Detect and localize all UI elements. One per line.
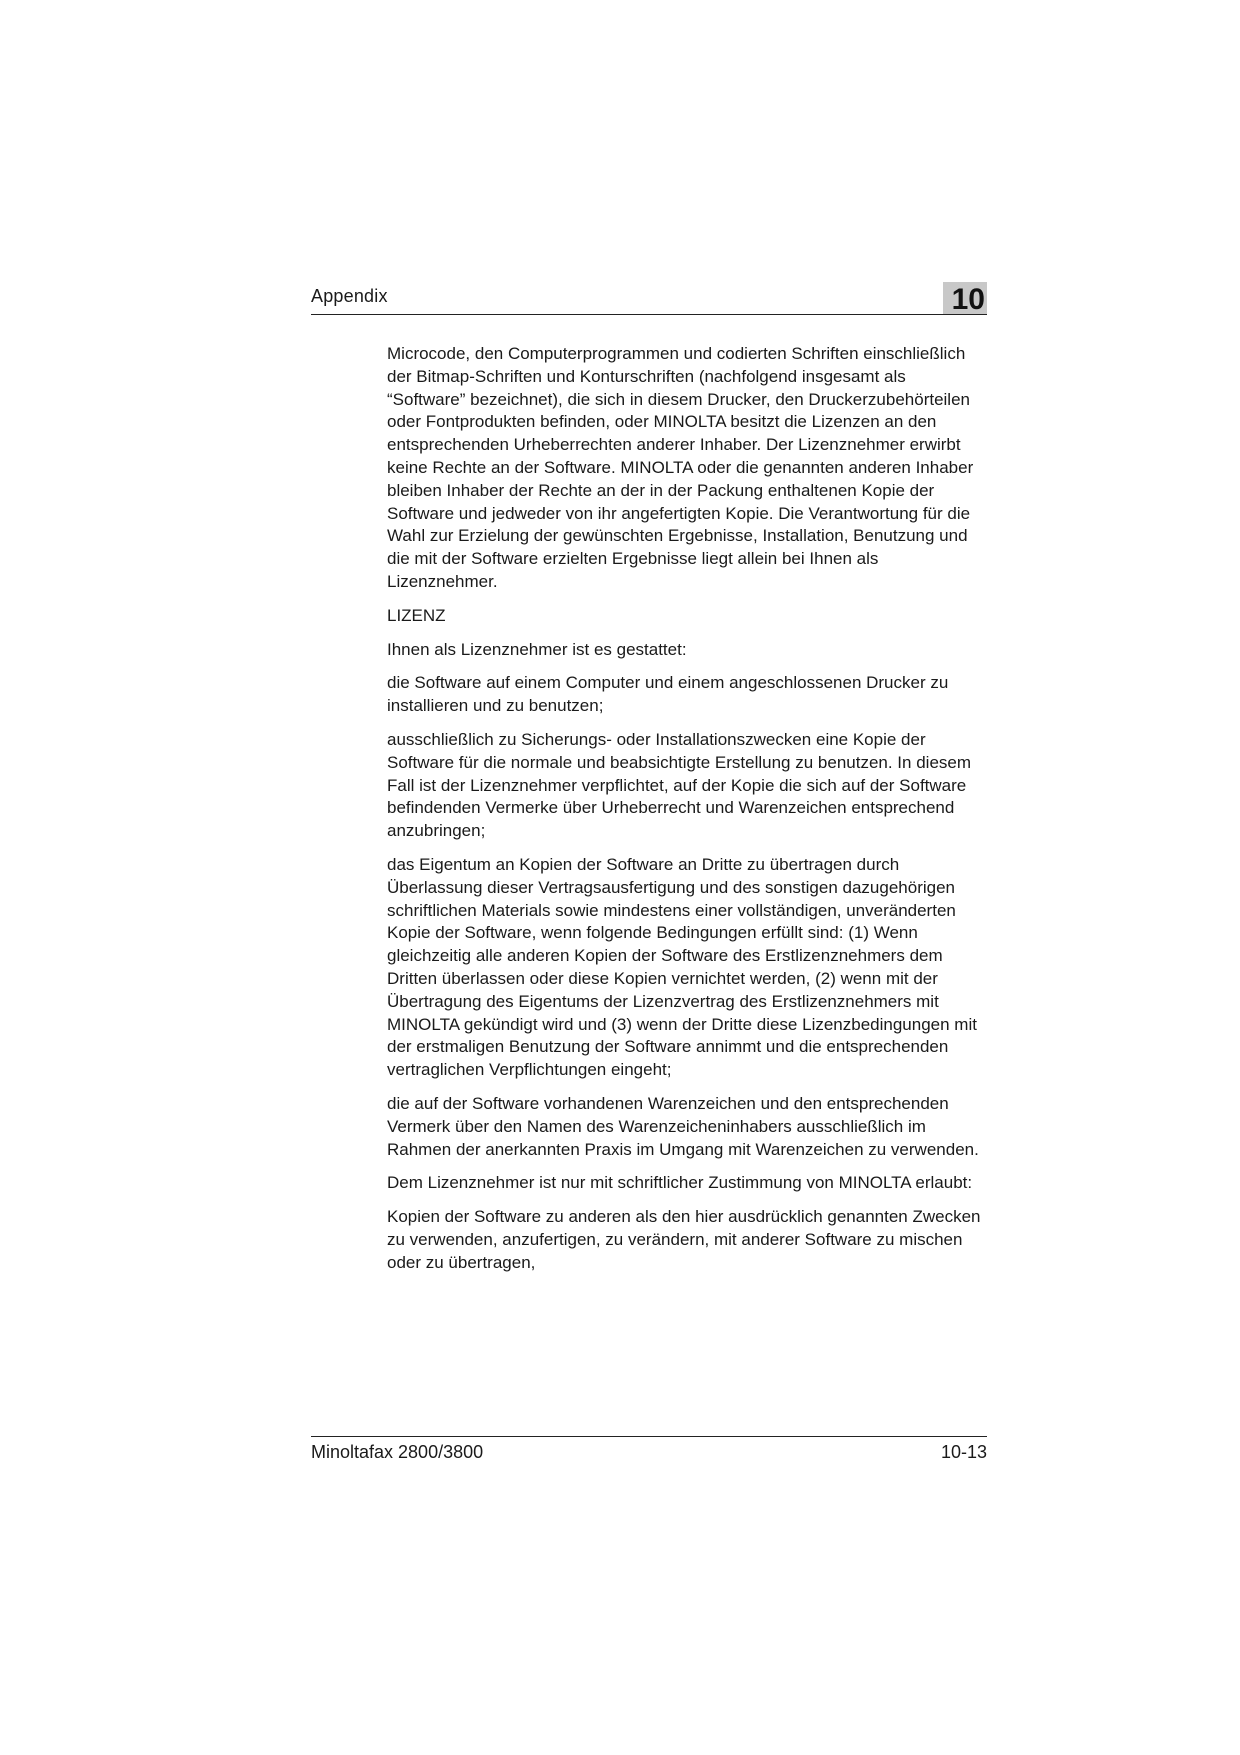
paragraph-install-right: die Software auf einem Computer und einem angeschlossenen Drucker zu installieren und zu benutzen; bbox=[387, 673, 949, 716]
section-title: Appendix bbox=[311, 286, 388, 306]
paragraph-ownership: Microcode, den Computerprogrammen und codierten Schriften einschließlich der Bitmap-Schriften und Konturschriften (nachfolgend insgesamt als “Software” bezeichnet), die sich in diesem Drucker, den Druckerzubehörteilen oder Fontprodukten befinden, oder MINOLTA besitzt die Lizenzen an den entsprechenden Urheberrechten anderer Inhaber. Der Lizenznehmer erwirbt keine Rechte an der Software. MINOLTA oder die genannten anderen Inhaber bleiben Inhaber der Rechte an der in der Packung enthaltenen Kopie der Software und jedweder von ihr angefertigten Kopie. Die Verantwortung für die Wahl zur Erzielung der gewünschten Ergebnisse, Installation, Benutzung und die mit der Software erzielten Ergebnisse liegt allein bei Ihnen als Lizenznehmer. bbox=[387, 344, 974, 591]
page-footer bbox=[311, 1436, 987, 1467]
paragraph-copy-restriction: Kopien der Software zu anderen als den hier ausdrücklich genannten Zwecken zu verwenden, anzufertigen, zu verändern, mit anderer Software zu mischen oder zu übertragen, bbox=[387, 1207, 981, 1272]
paragraph-license-heading: LIZENZ bbox=[387, 605, 446, 625]
paragraph-license-intro: Ihnen als Lizenznehmer ist es gestattet: bbox=[387, 639, 687, 659]
paragraph-consent-intro: Dem Lizenznehmer ist nur mit schriftlicher Zustimmung von MINOLTA erlaubt: bbox=[387, 1173, 973, 1193]
chapter-number-badge: 10 bbox=[943, 282, 987, 314]
paragraph-backup-right: ausschließlich zu Sicherungs- oder Installationszwecken eine Kopie der Software für die normale und beabsichtigte Erstellung zu benutzen. In diesem Fall ist der Lizenznehmer verpflichtet, auf der Kopie die sich auf der Software befindenden Vermerke über Urheberrecht und Warenzeichen entsprechend anzubringen; bbox=[387, 729, 972, 841]
page-header bbox=[311, 280, 987, 315]
paragraph-trademark-right: die auf der Software vorhandenen Warenzeichen und den entsprechenden Vermerk über den Namen des Warenzeicheninhabers ausschließlich im Rahmen der anerkannten Praxis im Umgang mit Warenzeichen zu verwenden. bbox=[387, 1093, 979, 1159]
page-number: 10-13 bbox=[940, 1442, 987, 1462]
paragraph-transfer-right: das Eigentum an Kopien der Software an Dritte zu übertragen durch Überlassung dieser Vertragsausfertigung und des sonstigen dazugehörigen schriftlichen Materials sowie mindestens einer vollständigen, unveränderten Kopie der Software, wenn folgende Bedingungen erfüllt sind: (1) Wenn gleichzeitig alle anderen Kopien der Software des Erstlizenznehmers dem Dritten überlassen oder diese Kopien vernichtet werden, (2) wenn mit der Übertragung des Eigentums der Lizenzvertrag des Erstlizenznehmers mit MINOLTA gekündigt wird und (3) wenn der Dritte diese Lizenzbedingungen mit der erstmaligen Benutzung der Software annimmt und die entsprechenden vertraglichen Verpflichtungen eingeht; bbox=[387, 854, 977, 1080]
body-text bbox=[387, 343, 987, 1285]
product-model: Minoltafax 2800/3800 bbox=[311, 1442, 484, 1462]
